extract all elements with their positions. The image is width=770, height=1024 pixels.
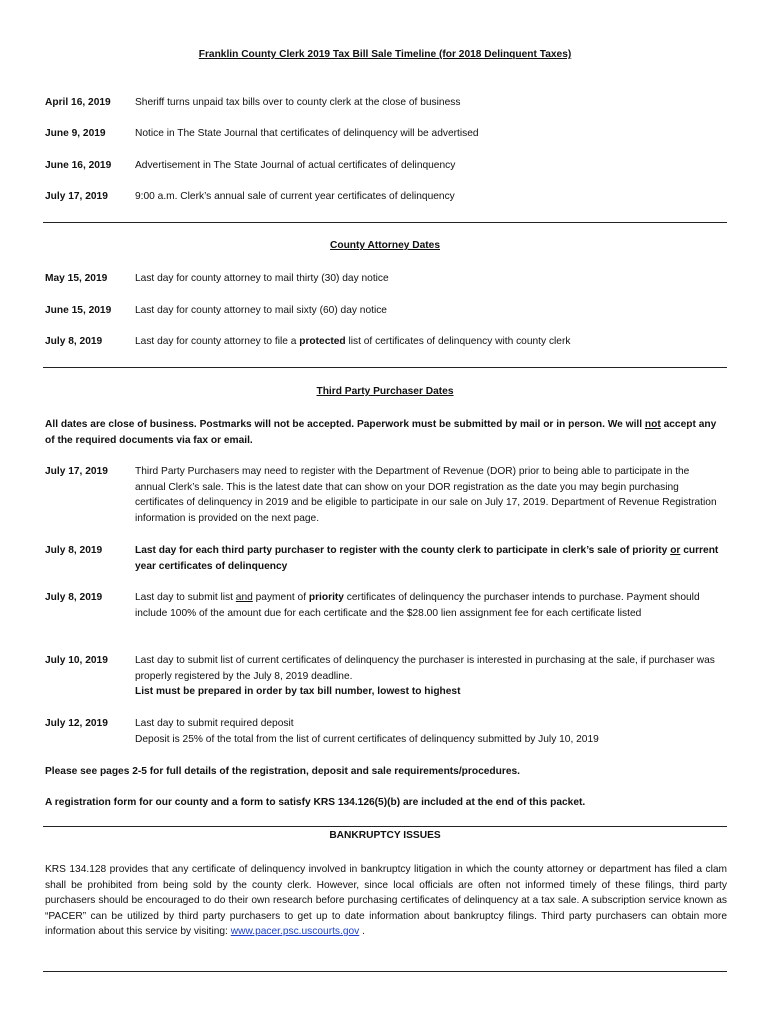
timeline-text: Sheriff turns unpaid tax bills over to county clerk at the close of business [135, 97, 461, 108]
section-divider [43, 367, 727, 368]
attorney-text: Last day for county attorney to mail thirty (30) day notice [135, 273, 389, 284]
third-party-text-part: certificates of delinquency the purchaser intends to purchase. Payment should include 100% of the amount due for each certificate and the $28.00 lien assignment fee for each certificate listed [135, 592, 700, 619]
third-party-text-part: Deposit is 25% of the total from the list of current certificates of delinquency submitted by July 10, 2019 [135, 733, 599, 745]
third-party-text [135, 653, 725, 700]
timeline-date: April 16, 2019 [45, 97, 111, 108]
third-party-heading: Third Party Purchaser Dates [316, 386, 454, 397]
attorney-text [135, 334, 725, 350]
and-emphasis: and [235, 592, 253, 603]
section-divider [43, 222, 727, 223]
attorney-date: June 15, 2019 [45, 305, 112, 316]
bankruptcy-paragraph [45, 862, 727, 940]
section-divider [43, 971, 727, 972]
third-party-text-part: Last day to submit list [135, 592, 236, 603]
intro-text: accept any of the required documents via fax or email. [45, 419, 717, 446]
third-party-date: July 8, 2019 [45, 592, 103, 603]
third-party-date: July 8, 2019 [45, 545, 103, 556]
protected-emphasis: protected [299, 336, 346, 347]
third-party-bold-line: List must be prepared in order by tax bill number, lowest to highest [135, 686, 461, 697]
bankruptcy-text: KRS 134.128 provides that any certificate of delinquency involved in bankruptcy litigation in which the county attorney or department has filed a clam shall be prohibited from being sold by the county clerk. However, since local officials are often not informed timely of these filings, third party purchasers should be encouraged to do their own research before purchasing certificates of delinquency at a tax sale. A subscription service known as “PACER” can be utilized by third party purchasers to get up to date information about bankruptcy filings. Third party purchasers can obtain more information about this service by visiting: [45, 864, 727, 937]
bankruptcy-text-end: . [359, 926, 365, 937]
third-party-text [135, 590, 717, 621]
third-party-text [135, 716, 725, 747]
section-divider [43, 826, 727, 827]
priority-emphasis: priority [308, 592, 344, 603]
attorney-text: Last day for county attorney to mail sixty (60) day notice [135, 305, 387, 316]
third-party-date: July 17, 2019 [45, 466, 108, 477]
timeline-date: June 9, 2019 [45, 128, 106, 139]
timeline-date: July 17, 2019 [45, 191, 108, 202]
third-party-text: Third Party Purchasers may need to register with the Department of Revenue (DOR) prior to being able to participate in the annual Clerk’s sale. This is the latest date that can show on your DOR registration as the date you may begin purchasing certificates of delinquency in 2019 and be eligible to participate in our sale on July 17, 2019. Department of Revenue Registration information is provided on the next page. [135, 466, 717, 524]
forms-note: A registration form for our county and a form to satisfy KRS 134.126(5)(b) are included at the end of this packet. [45, 797, 586, 808]
third-party-text-part: current year certificates of delinquency [135, 545, 719, 572]
attorney-text-part: list of certificates of delinquency with county clerk [345, 336, 571, 347]
bankruptcy-heading: BANKRUPTCY ISSUES [329, 830, 441, 841]
attorney-text-part: Last day for county attorney to file a [135, 336, 300, 347]
county-attorney-heading: County Attorney Dates [330, 240, 440, 251]
third-party-text-part: payment of [252, 592, 309, 603]
third-party-text-part: Last day for each third party purchaser to register with the county clerk to participate in clerk’s sale of priority [135, 545, 671, 556]
intro-text: All dates are close of business. Postmarks will not be accepted. Paperwork must be submitted by mail or in person. We will [45, 419, 645, 430]
attorney-date: May 15, 2019 [45, 273, 108, 284]
details-note: Please see pages 2-5 for full details of the registration, deposit and sale requirements/procedures. [45, 766, 520, 777]
third-party-text-part: Last day to submit required deposit [135, 718, 294, 729]
page-title: Franklin County Clerk 2019 Tax Bill Sale Timeline (for 2018 Delinquent Taxes) [198, 49, 572, 60]
timeline-text: 9:00 a.m. Clerk’s annual sale of current year certificates of delinquency [135, 191, 455, 202]
third-party-text [135, 543, 725, 574]
timeline-text: Notice in The State Journal that certificates of delinquency will be advertised [135, 128, 479, 139]
attorney-date: July 8, 2019 [45, 336, 103, 347]
timeline-text: Advertisement in The State Journal of actual certificates of delinquency [135, 160, 456, 171]
third-party-date: July 10, 2019 [45, 655, 108, 666]
timeline-date: June 16, 2019 [45, 160, 112, 171]
or-emphasis: or [670, 545, 681, 556]
pacer-link[interactable]: www.pacer.psc.uscourts.gov [230, 926, 360, 937]
third-party-text-part: Last day to submit list of current certificates of delinquency the purchaser is interested in purchasing at the sale, if purchaser was properly registered by the July 8, 2019 deadline. [135, 655, 715, 682]
third-party-date: July 12, 2019 [45, 718, 108, 729]
third-party-intro [45, 417, 727, 448]
intro-not-emphasis: not [644, 419, 661, 430]
